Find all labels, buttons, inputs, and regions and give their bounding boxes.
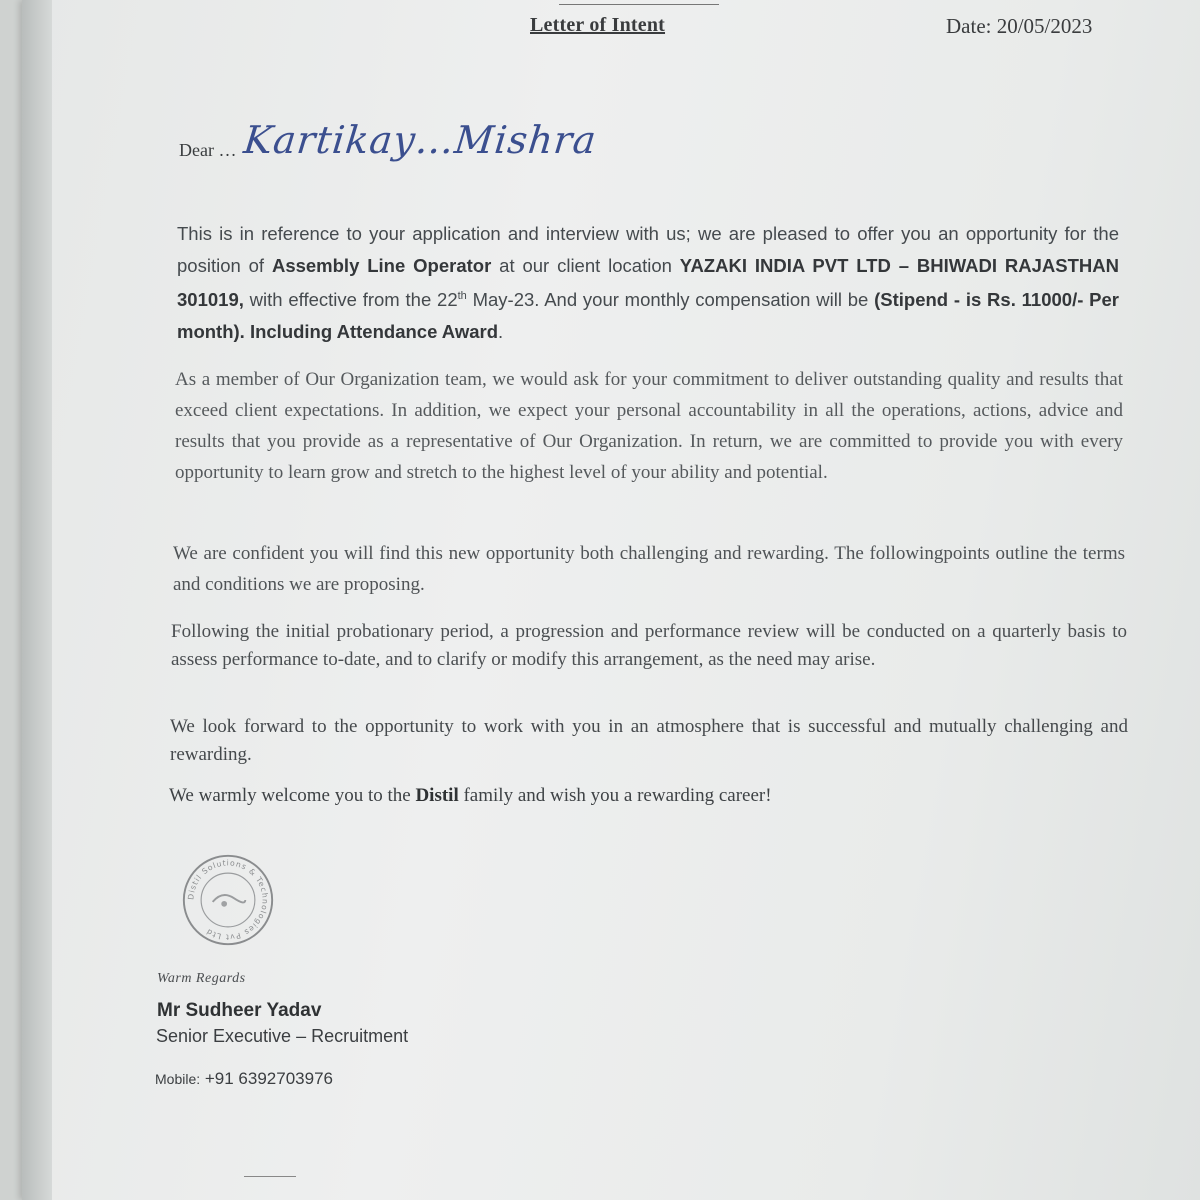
- mobile-number: +91 6392703976: [204, 1069, 333, 1088]
- offer-text-5: .: [498, 320, 504, 342]
- offer-text-1: This is in reference to your application and interview with us; we are pleased to offer you an opportunity for the position of: [177, 223, 1119, 276]
- welcome-text-1: We warmly welcome you to the: [169, 785, 416, 806]
- stipend-details: (Stipend - is Rs. 11000/- Per month). Including Attendance Award: [177, 289, 1119, 342]
- signatory-mobile: [155, 1069, 333, 1089]
- paragraph-look-forward: We look forward to the opportunity to work with you in an atmosphere that is successful and mutually challenging and rewarding.: [170, 716, 1128, 765]
- company-seal-stamp: [180, 852, 276, 948]
- bottom-rule: [244, 1176, 296, 1177]
- letter-page: [22, 0, 1200, 1200]
- paragraph-welcome: [169, 782, 1129, 810]
- date-superscript: th: [457, 290, 467, 302]
- paragraph-confidence: We are confident you will find this new opportunity both challenging and rewarding. The followingpoints outline the terms and conditions we are proposing.: [173, 543, 1125, 595]
- paragraph-probation: Following the initial probationary period, a progression and performance review will be conducted on a quarterly basis to assess performance to-date, and to clarify or modify this arrangement, as the need may arise.: [171, 621, 1127, 670]
- offer-text-2: at our client location: [491, 254, 680, 276]
- offer-text-4: May-23. And your monthly compensation will be: [466, 289, 875, 311]
- position-name: Assembly Line Operator: [271, 254, 492, 276]
- signatory-name: Mr Sudheer Yadav: [157, 1000, 322, 1021]
- closing-regards: Warm Regards: [157, 971, 246, 986]
- offer-text-3: with effective from the 22: [243, 289, 458, 311]
- salutation-dots: …: [218, 140, 238, 160]
- company-name: Distil: [415, 785, 459, 806]
- letter-date: Date: 20/05/2023: [946, 14, 1093, 38]
- paper-edge: [22, 0, 52, 1200]
- seal-ring-text: Distil Solutions & Technologies Pvt Ltd: [186, 858, 270, 942]
- top-rule: [559, 4, 719, 5]
- salutation: [179, 140, 237, 161]
- handwritten-recipient-name: Kartikay…Mishra: [241, 118, 599, 162]
- mobile-label: Mobile:: [155, 1071, 201, 1087]
- paragraph-commitment: As a member of Our Organization team, we would ask for your commitment to deliver outstanding quality and results that exceed client expectations. In addition, we expect your personal accountability in all the operations, actions, advice and results that you provide as a representative of Our Organization. In return, we are committed to provide you with every opportunity to learn grow and stretch to the highest level of your ability and potential.: [175, 369, 1123, 483]
- client-location: YAZAKI INDIA PVT LTD – BHIWADI RAJASTHAN 301019,: [177, 254, 1120, 311]
- welcome-text-2: family and wish you a rewarding career!: [458, 785, 772, 806]
- paragraph-offer: [177, 218, 1119, 347]
- svg-text:Distil Solutions & Technologie: [186, 858, 269, 941]
- letter-title: Letter of Intent: [530, 14, 666, 36]
- salutation-label: Dear: [179, 140, 214, 160]
- signatory-title: Senior Executive – Recruitment: [156, 1026, 409, 1046]
